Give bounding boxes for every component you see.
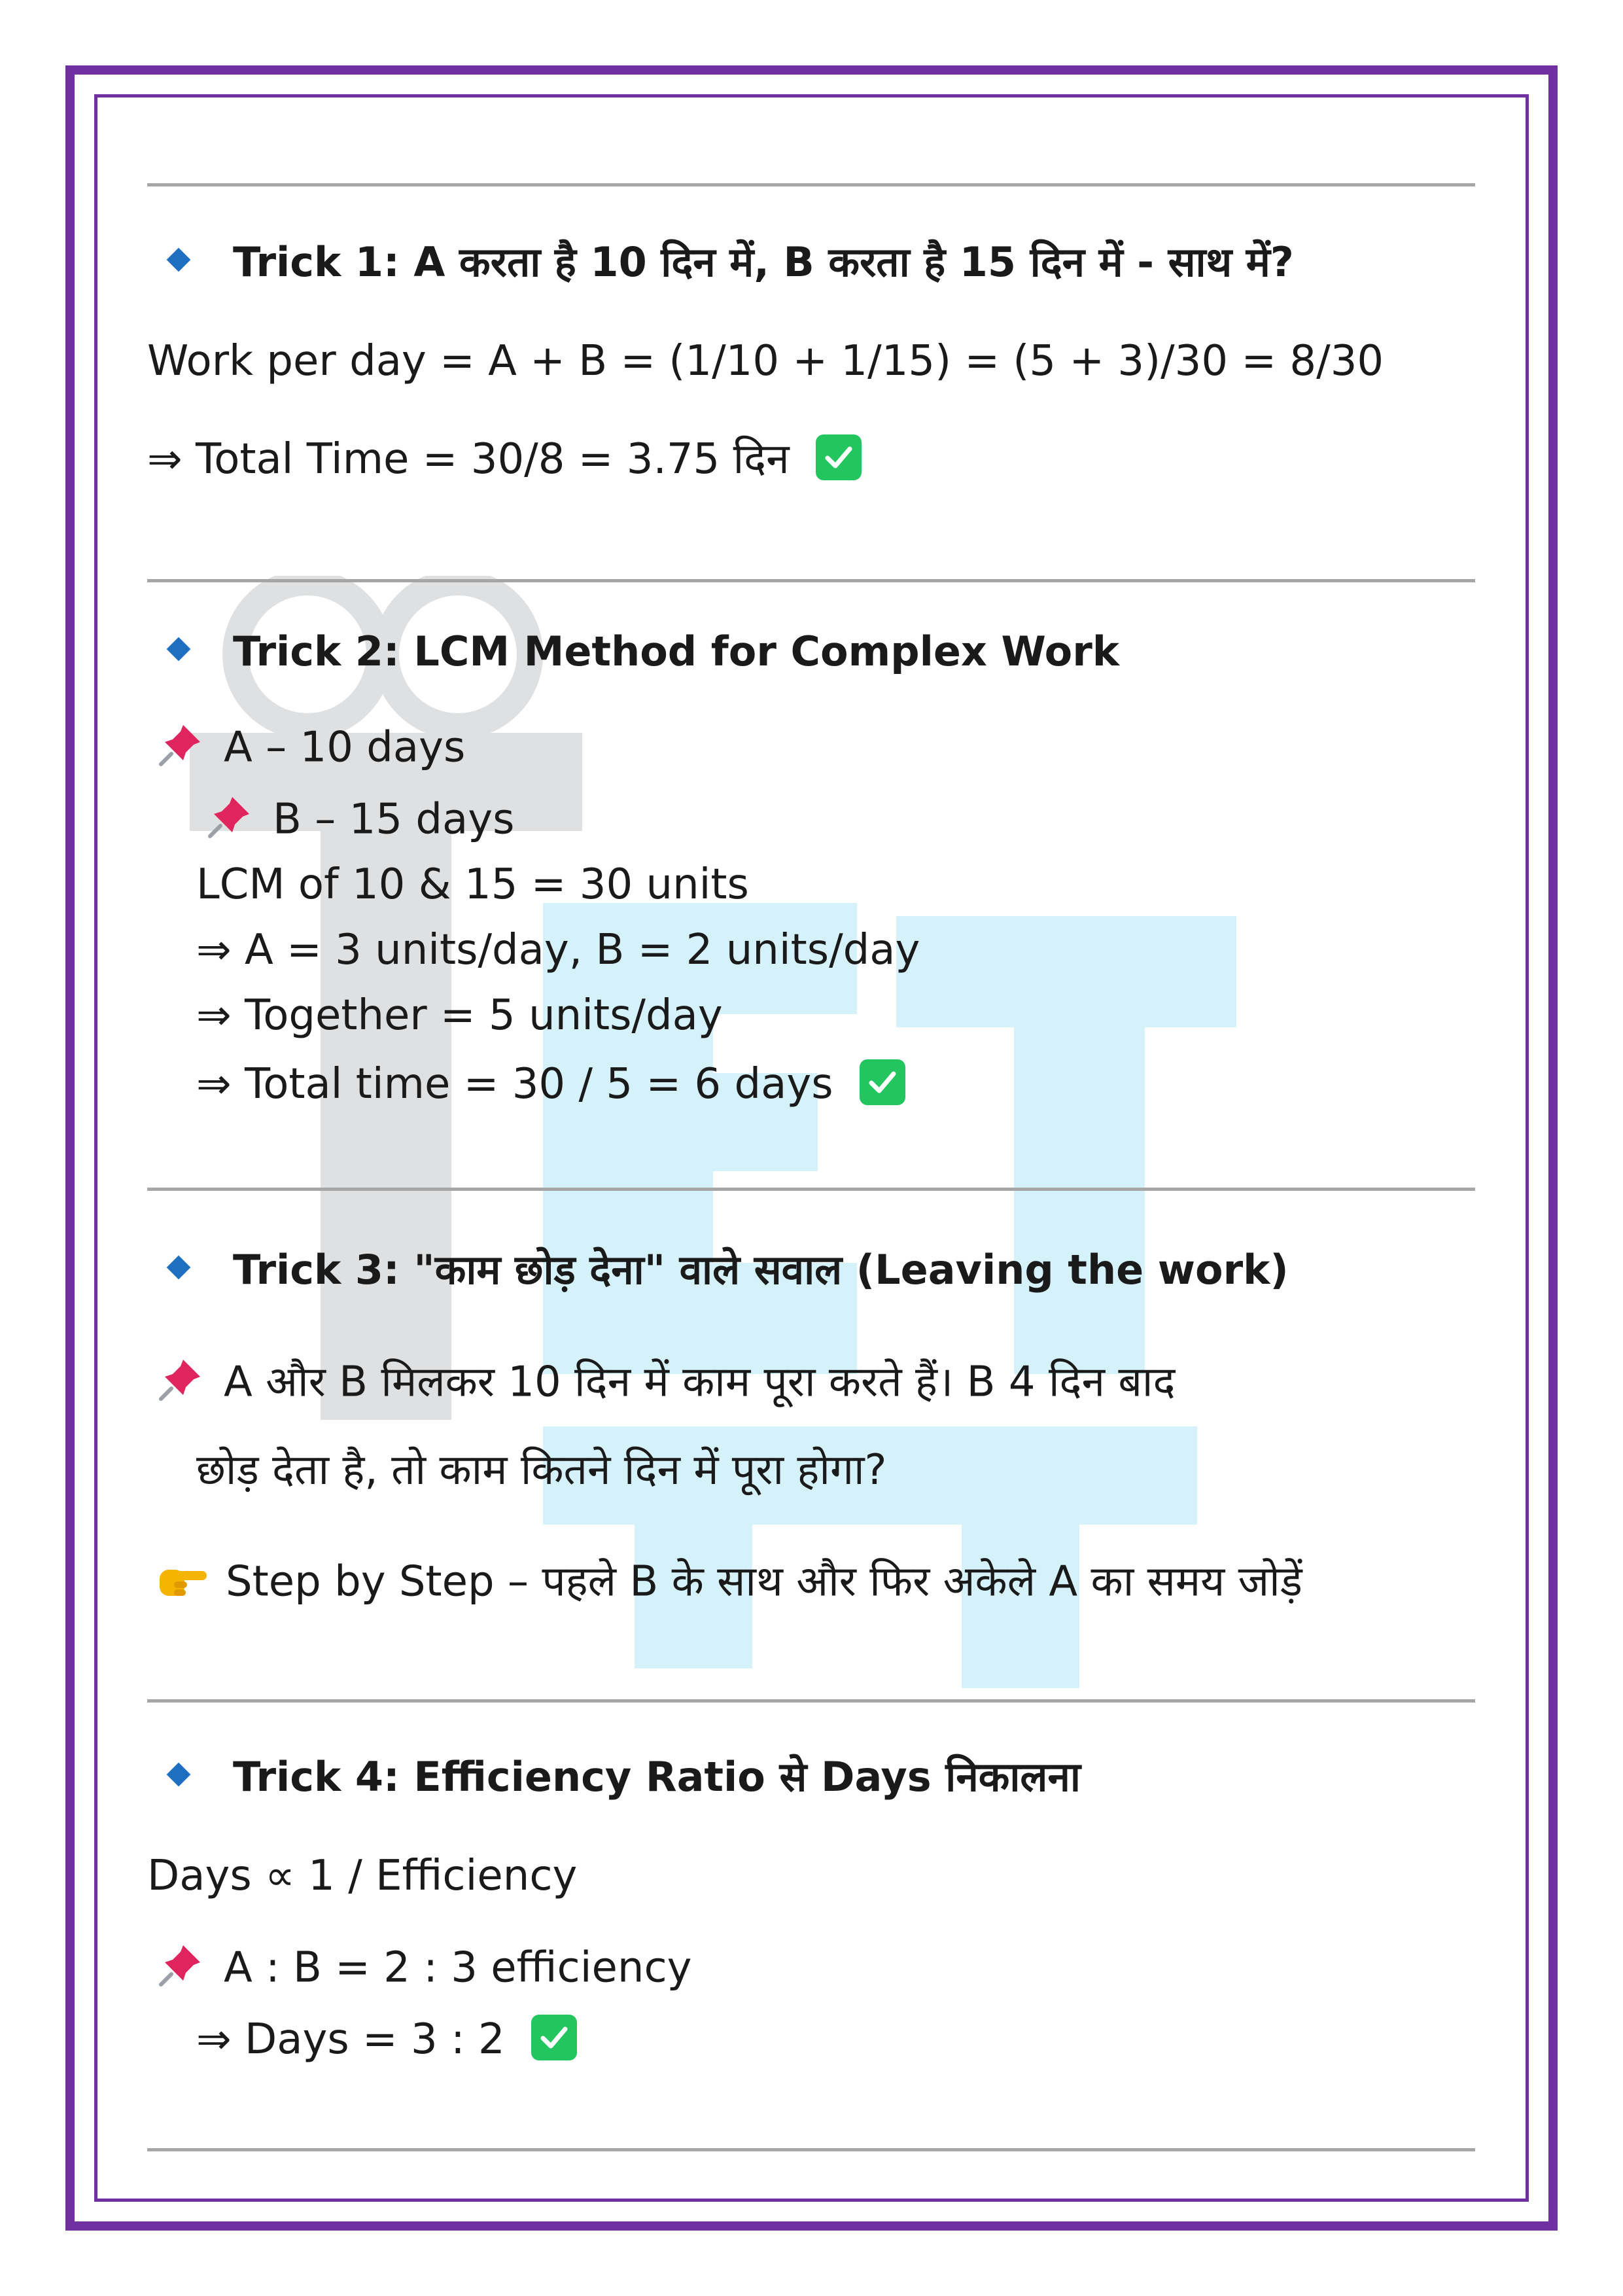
divider-top (147, 183, 1475, 186)
check-mark-icon (860, 1059, 905, 1105)
diamond-icon (167, 248, 191, 272)
trick2-line4: ⇒ A = 3 units/day, B = 2 units/day (196, 926, 920, 974)
divider-2 (147, 1188, 1475, 1191)
pushpin-icon (157, 721, 204, 768)
pointing-hand-icon (157, 1555, 209, 1602)
diamond-icon (167, 1763, 191, 1787)
trick2-line3: LCM of 10 & 15 = 30 units (196, 860, 749, 909)
divider-1 (147, 579, 1475, 582)
trick1-line2: ⇒ Total Time = 30/8 = 3.75 दिन (147, 438, 862, 484)
trick2-line2: B – 15 days (206, 798, 514, 845)
pushpin-icon (206, 793, 253, 840)
trick4-line3: ⇒ Days = 3 : 2 (196, 2019, 577, 2064)
trick2-line5: ⇒ Together = 5 units/day (196, 991, 723, 1040)
page-border (65, 65, 1558, 2231)
trick3-line3: Step by Step – पहले B के साथ और फिर अकेले A का समय जोड़ें (157, 1561, 1302, 1608)
trick2-line6: ⇒ Total time = 30 / 5 = 6 days (196, 1063, 905, 1109)
divider-bottom (147, 2148, 1475, 2151)
trick1-heading: Trick 1: A करता है 10 दिन में, B करता है 15 दिन में - साथ में? (157, 242, 1294, 283)
trick2-heading: Trick 2: LCM Method for Complex Work (157, 631, 1119, 672)
trick1-line1: Work per day = A + B = (1/10 + 1/15) = (5 + 3)/30 = 8/30 (147, 337, 1384, 385)
check-mark-icon (531, 2015, 577, 2060)
trick3-line1: A और B मिलकर 10 दिन में काम पूरा करते हैं। B 4 दिन बाद (157, 1361, 1175, 1408)
trick3-heading: Trick 3: "काम छोड़ देना" वाले सवाल (Leaving the work) (157, 1250, 1289, 1290)
diamond-icon (167, 637, 191, 662)
trick4-line1: Days ∝ 1 / Efficiency (147, 1852, 578, 1900)
check-mark-icon (816, 434, 862, 480)
trick3-line2: छोड़ देता है, तो काम कितने दिन में पूरा होगा? (196, 1446, 887, 1494)
trick4-heading: Trick 4: Efficiency Ratio से Days निकालना (157, 1757, 1081, 1797)
trick4-line2: A : B = 2 : 3 efficiency (157, 1947, 692, 1994)
pushpin-icon (157, 1941, 204, 1988)
diamond-icon (167, 1256, 191, 1280)
divider-3 (147, 1699, 1475, 1703)
trick2-line1: A – 10 days (157, 726, 465, 773)
pushpin-icon (157, 1356, 204, 1403)
